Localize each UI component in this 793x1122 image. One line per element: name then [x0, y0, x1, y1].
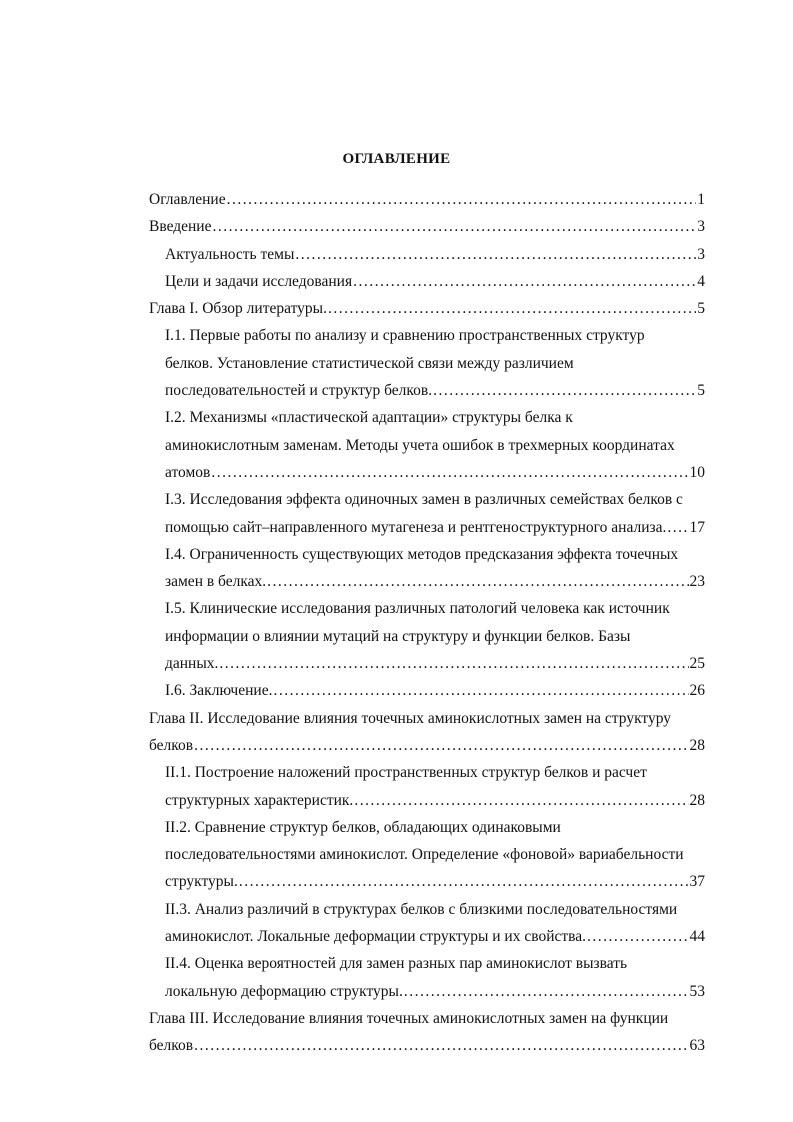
toc-entry-last-line [165, 268, 705, 295]
dot-leader [404, 978, 689, 1005]
toc-entry-text: Глава I. Обзор литературы. [149, 300, 327, 318]
toc-entry-last-line [165, 241, 705, 268]
toc-entry-text: II.3. Анализ различий в структурах белков с близкими последовательностями [165, 900, 678, 918]
toc-entry-text: белков [149, 736, 194, 754]
toc-entry[interactable] [149, 759, 705, 814]
dot-leader [295, 241, 696, 268]
toc-entry-last-line [149, 295, 705, 322]
toc-entry[interactable] [149, 486, 705, 541]
toc-entry-last-line [149, 186, 705, 213]
toc-page-number: 28 [689, 791, 705, 809]
toc-entry-last-line [165, 923, 705, 950]
dot-leader [194, 732, 688, 759]
dot-leader [212, 213, 696, 240]
toc-entry-last-line [149, 1032, 705, 1059]
toc-entry[interactable] [149, 213, 705, 240]
toc-entry-text: данных. [165, 655, 219, 673]
toc-entry-text: структуры. [165, 873, 238, 891]
toc-page-number: 53 [689, 982, 705, 1000]
toc-entry-last-line [165, 650, 705, 677]
toc-entry-text: I.4. Ограниченность существующих методов предсказания эффекта точечных [165, 545, 679, 563]
toc-entry[interactable] [149, 186, 705, 213]
dot-leader [227, 186, 697, 213]
toc-entry-text: I.6. Заключение. [165, 682, 273, 700]
toc-entry-text: аминокислот. Локальные деформации структуры и их свойства. [165, 928, 587, 946]
toc-entry-text: структурных характеристик. [165, 791, 354, 809]
toc-entry[interactable] [149, 705, 705, 760]
toc-page-number: 25 [689, 655, 705, 673]
toc-page-number: 4 [697, 272, 705, 290]
toc-entry[interactable] [149, 896, 705, 951]
toc-entry-text: помощью сайт–направленного мутагенеза и рентгеноструктурного анализа. [165, 518, 667, 536]
toc-entry[interactable] [149, 241, 705, 268]
toc-entry-last-line [165, 868, 705, 895]
toc-entry-last-line [165, 568, 705, 595]
dot-leader [267, 568, 688, 595]
toc-entry-text: белков [149, 1037, 194, 1055]
dot-leader [587, 923, 688, 950]
dot-leader [239, 868, 689, 895]
dot-leader [667, 514, 688, 541]
toc-entry-text: I.2. Механизмы «пластической адаптации» структуры белка к [165, 409, 573, 427]
toc-entry-text: Цели и задачи исследования [165, 272, 353, 290]
toc-entry-text: II.1. Построение наложений пространственных структур белков и расчет [165, 764, 647, 782]
toc-page-number: 3 [697, 245, 705, 263]
toc-entry[interactable] [149, 950, 705, 1005]
toc-entry-last-line [165, 677, 705, 704]
toc-page-number: 10 [689, 463, 705, 481]
dot-leader [433, 377, 696, 404]
toc-entry[interactable] [149, 595, 705, 677]
toc-entry-text: Глава II. Исследование влияния точечных аминокислотных замен на структуру [149, 709, 672, 727]
toc-entry-text: II.4. Оценка вероятностей для замен разных пар аминокислот вызвать [165, 955, 628, 973]
toc-page-number: 23 [689, 573, 705, 591]
toc-entry[interactable] [149, 1005, 705, 1060]
toc-entry[interactable] [149, 677, 705, 704]
toc-entry-last-line [165, 514, 705, 541]
page-title: ОГЛАВЛЕНИЕ [342, 151, 451, 167]
toc-entry-text: II.2. Сравнение структур белков, обладающих одинаковыми [165, 818, 561, 836]
toc-entry-text: Глава III. Исследование влияния точечных аминокислотных замен на функции [149, 1009, 669, 1027]
toc-entry-text: I.5. Клинические исследования различных патологий человека как источник [165, 600, 670, 618]
toc-page-number: 28 [689, 736, 705, 754]
toc-entry-last-line [165, 978, 705, 1005]
toc-page-number: 17 [689, 518, 705, 536]
table-of-contents [149, 186, 705, 1060]
toc-entry-text: Оглавление [149, 191, 226, 208]
toc-entry-text: атомов [165, 463, 211, 481]
toc-entry-last-line [165, 377, 705, 404]
toc-entry[interactable] [149, 295, 705, 322]
dot-leader [328, 295, 696, 322]
dot-leader [273, 677, 688, 704]
toc-entry[interactable] [149, 814, 705, 896]
toc-entry-text: аминокислотным заменам. Методы учета ошибок в трехмерных координатах [165, 436, 675, 454]
toc-entry-last-line [149, 732, 705, 759]
dot-leader [353, 268, 696, 295]
toc-entry-text: последовательностей и структур белков. [165, 382, 433, 400]
toc-page-number: 1 [697, 191, 705, 208]
dot-leader [219, 650, 688, 677]
toc-page-number: 37 [689, 873, 705, 891]
toc-entry-text: локальную деформацию структуры. [165, 982, 403, 1000]
toc-entry-text: белков. Установление статистической связи между различием [165, 354, 574, 372]
dot-leader [354, 787, 688, 814]
toc-entry-text: I.3. Исследования эффекта одиночных замен в различных семействах белков с [165, 491, 683, 509]
toc-page-number: 26 [689, 682, 705, 700]
toc-page-number: 5 [697, 300, 705, 318]
toc-entry-text: замен в белках. [165, 573, 267, 591]
toc-entry[interactable] [149, 268, 705, 295]
toc-entry-text: Актуальность темы [165, 245, 295, 263]
toc-entry-text: Введение [149, 218, 212, 236]
toc-entry[interactable] [149, 404, 705, 486]
toc-entry-last-line [149, 213, 705, 240]
toc-entry-text: последовательностями аминокислот. Определение «фоновой» вариабельности [165, 846, 684, 864]
dot-leader [211, 459, 688, 486]
toc-entry-last-line [165, 787, 705, 814]
toc-entry-text: I.1. Первые работы по анализу и сравнению пространственных структур [165, 327, 645, 345]
toc-entry[interactable] [149, 322, 705, 404]
toc-page-number: 3 [697, 218, 705, 236]
toc-page-number: 63 [689, 1037, 705, 1055]
toc-entry-last-line [165, 459, 705, 486]
toc-page-number: 5 [697, 382, 705, 400]
toc-page-number: 44 [689, 928, 705, 946]
dot-leader [194, 1032, 688, 1059]
toc-entry[interactable] [149, 541, 705, 596]
toc-entry-text: информации о влиянии мутаций на структуру и функции белков. Базы [165, 627, 631, 645]
